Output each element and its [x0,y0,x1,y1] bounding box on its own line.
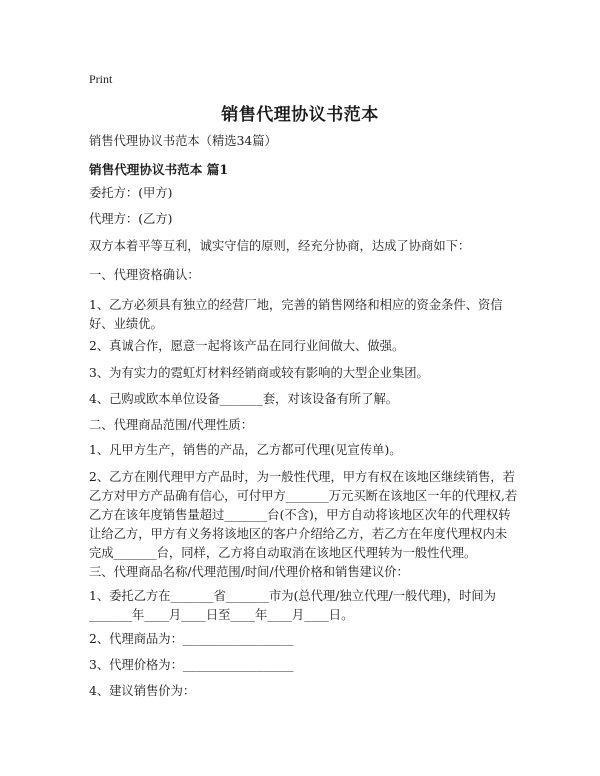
paragraph-2-2: 2、乙方在刚代理甲方产品时，为一般性代理，甲方有权在该地区继续销售，若乙方对甲方产品确有信心，可付甲方_______万元买断在该地区一年的代理权,若乙方在该年度销售量超过_______台(不含)，甲方自动将该地区次年的代理权转让给乙方，甲方有义务将该地区的客户介绍给乙方，若乙方在年度代理权内未完成_______台，同样，乙方将自动取消在该地区代理转为一般性代理。 [89,470,518,560]
paragraph-section-2: 二、代理商品范围/代理性质： [89,418,254,432]
paragraph-agent: 代理方：(乙方) [89,212,173,226]
document-subtitle: 销售代理协议书范本（精选34篇） [89,134,277,148]
print-link[interactable]: Print [89,72,113,86]
document-title: 销售代理协议书范本 [221,105,379,125]
paragraph-section-3: 三、代理商品名称/代理范围/时间/代理价格和销售建议价： [89,565,409,579]
section-heading: 销售代理协议书范本 篇1 [89,162,229,177]
paragraph-3-4: 4、建议销售价为： [89,684,196,698]
paragraph-3-1: 1、委托乙方在_______省_______市为(总代理/独立代理/一般代理)，时间为_______年____月____日至____年____月____日。 [89,589,496,622]
paragraph-1-2: 2、真诚合作，愿意一起将该产品在同行业间做大、做强。 [89,339,405,353]
paragraph-1-1: 1、乙方必须具有独立的经营厂地，完善的销售网络和相应的资金条件、资信好、业绩优。 [89,298,503,331]
paragraph-principal: 委托方：(甲方) [89,186,173,200]
paragraph-section-1: 一、代理资格确认： [89,268,200,282]
paragraph-1-4: 4、己购或欧本单位设备_______套，对该设备有所了解。 [89,392,399,406]
paragraph-2-1: 1、凡甲方生产，销售的产品，乙方都可代理(见宣传单)。 [89,443,402,457]
paragraph-3-2: 2、代理商品为：__________________ [89,632,294,646]
paragraph-preamble: 双方本着平等互利，诚实守信的原则，经充分协商，达成了协商如下： [89,239,471,253]
paragraph-3-3: 3、代理价格为：__________________ [89,658,294,672]
paragraph-1-3: 3、为有实力的霓虹灯材料经销商或较有影响的大型企业集团。 [89,366,429,380]
